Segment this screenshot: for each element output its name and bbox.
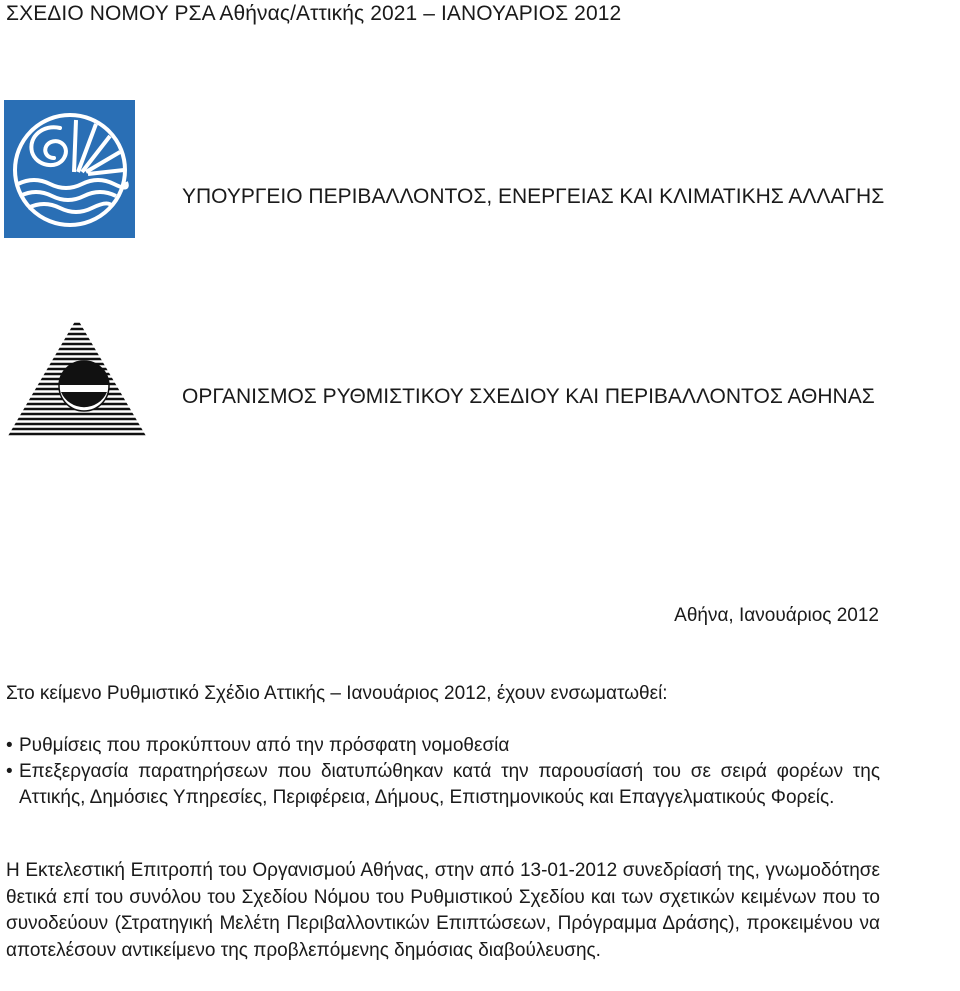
list-item <box>6 733 880 759</box>
bullet-marker: • <box>6 735 13 756</box>
bullet-marker: • <box>6 761 13 782</box>
ministry-environment-logo-icon <box>4 100 135 238</box>
list-item <box>6 759 880 811</box>
organization-name: ΟΡΓΑΝΙΣΜΟΣ ΡΥΘΜΙΣΤΙΚΟΥ ΣΧΕΔΙΟΥ ΚΑΙ ΠΕΡΙΒΑΛΛΟΝΤΟΣ ΑΘΗΝΑΣ <box>182 385 875 408</box>
list-item-text: Επεξεργασία παρατηρήσεων που διατυπώθηκαν κατά την παρουσίασή του σε σειρά φορέων της Αττικής, Δημόσιες Υπηρεσίες, Περιφέρεια, Δήμους, Επιστημονικούς και Επαγγελματικούς Φορείς. <box>19 761 880 808</box>
body-paragraph: Η Εκτελεστική Επιτροπή του Οργανισμού Αθήνας, στην από 13-01-2012 συνεδρίασή της, γνωμοδότησε θετικά επί του συνόλου του Σχεδίου Νόμου του Ρυθμιστικού Σχεδίου και των σχετικών κειμένων που το συνοδεύουν (Στρατηγική Μελέτη Περιβαλλοντικών Επιπτώσεων, Πρόγραμμα Δράσης), προκειμένου να αποτελέσουν αντικείμενο της προβλεπόμενης δημόσιας διαβούλευσης. <box>6 860 880 961</box>
document-header-title: ΣΧΕΔΙΟ ΝΟΜΟΥ ΡΣΑ Αθήνας/Αττικής 2021 – ΙΑΝΟΥΑΡΙΟΣ 2012 <box>6 2 622 25</box>
list-item-text: Ρυθμίσεις που προκύπτουν από την πρόσφατη νομοθεσία <box>19 735 510 756</box>
ministry-name: ΥΠΟΥΡΓΕΙΟ ΠΕΡΙΒΑΛΛΟΝΤΟΣ, ΕΝΕΡΓΕΙΑΣ ΚΑΙ ΚΛΙΜΑΤΙΚΗΣ ΑΛΛΑΓΗΣ <box>182 185 885 208</box>
document-date: Αθήνα, Ιανουάριος 2012 <box>674 605 879 626</box>
organization-athens-logo-icon <box>6 314 148 438</box>
intro-text: Στο κείμενο Ρυθμιστικό Σχέδιο Αττικής – Ιανουάριος 2012, έχουν ενσωματωθεί: <box>6 683 668 704</box>
bullet-list <box>6 733 880 811</box>
